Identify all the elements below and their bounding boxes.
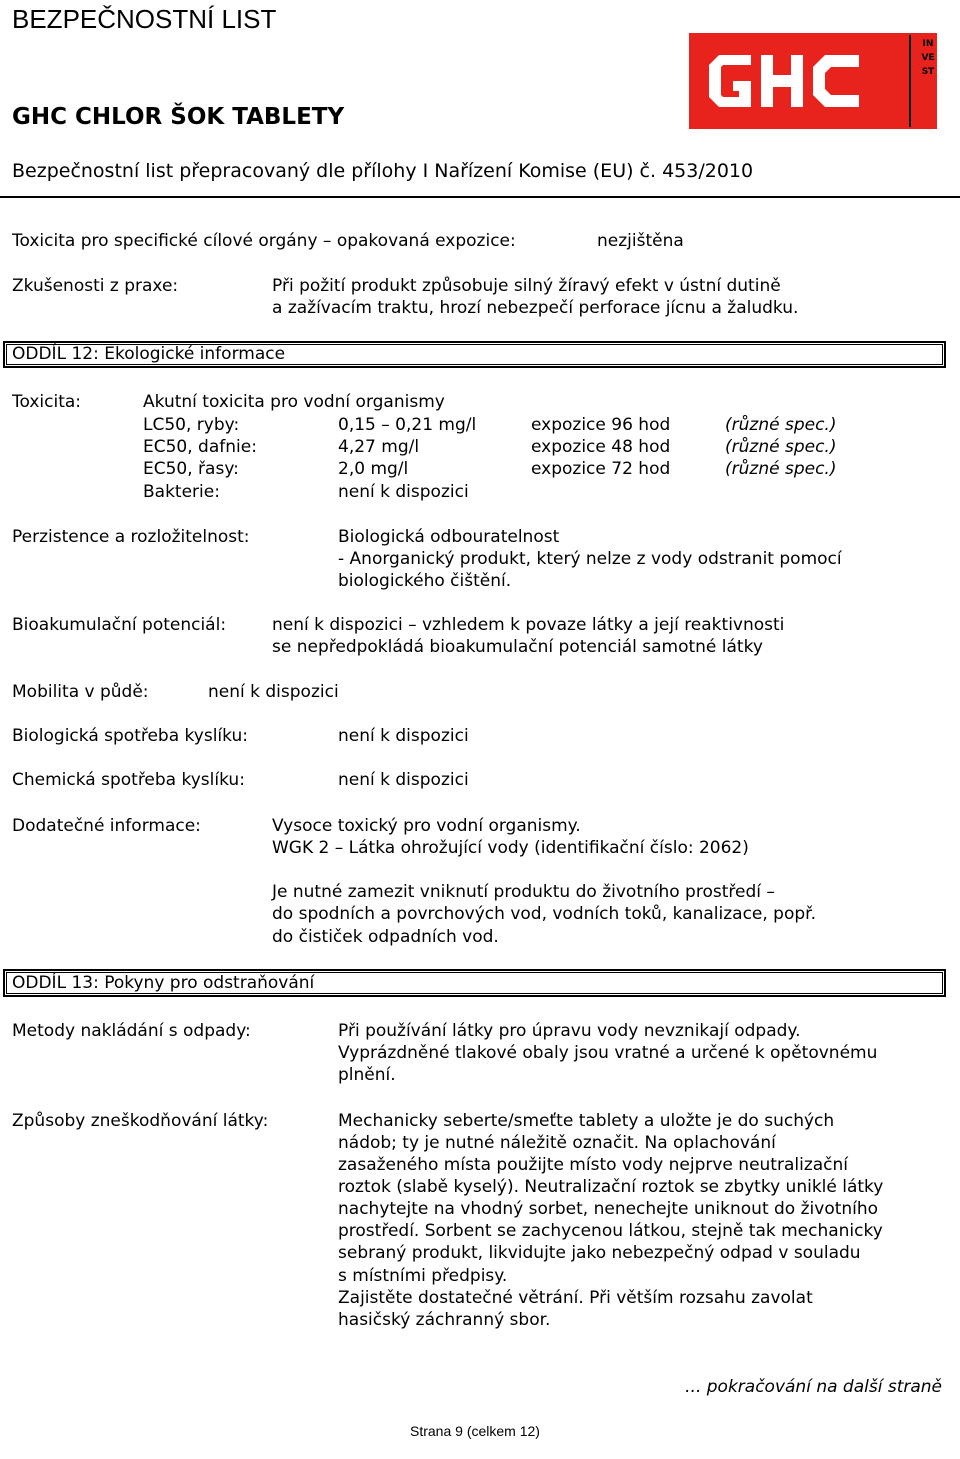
disposal-line: nachytejte na vhodný sorbet, nenechejte uniknout do životního [338, 1199, 879, 1219]
waste-methods-line: Při používání látky pro úpravu vody nevznikají odpady. [338, 1021, 801, 1041]
toxicity-row-value: 0,15 – 0,21 mg/l [338, 415, 477, 435]
toxicity-row-exposure: expozice 72 hod [531, 459, 671, 479]
toxicity-row-note: (různé spec.) [725, 437, 837, 457]
toxicity-row-name: EC50, dafnie: [143, 437, 257, 457]
additional-info-line-3: Je nutné zamezit vniknutí produktu do životního prostředí – [272, 882, 775, 902]
document-subtitle: Bezpečnostní list přepracovaný dle přílohy I Nařízení Komise (EU) č. 453/2010 [12, 160, 754, 182]
cod-label: Chemická spotřeba kyslíku: [12, 770, 245, 790]
persistence-line-1: Biologická odbouratelnost [338, 527, 560, 547]
continued-note: ... pokračování na další straně [685, 1377, 942, 1397]
toxicity-row-name: Bakterie: [143, 482, 220, 502]
additional-info-line-4: do spodních a povrchových vod, vodních toků, kanalizace, popř. [272, 904, 816, 924]
toxicity-row-note: (různé spec.) [725, 415, 837, 435]
bioaccumulation-line-1: není k dispozici – vzhledem k povaze látky a její reaktivnosti [272, 615, 785, 635]
stot-label: Toxicita pro specifické cílové orgány – opakovaná expozice: [12, 231, 516, 251]
disposal-label: Způsoby zneškodňování látky: [12, 1111, 269, 1131]
toxicity-row-note: (různé spec.) [725, 459, 837, 479]
disposal-line: roztok (slabě kyselý). Neutralizační roztok se zbytky uniklé látky [338, 1177, 884, 1197]
bod-value: není k dispozici [338, 726, 469, 746]
disposal-line: hasičský záchranný sbor. [338, 1310, 551, 1330]
company-logo [689, 33, 937, 129]
additional-info-line-5: do čističek odpadních vod. [272, 927, 499, 947]
ghc-logo-graphic [689, 33, 937, 129]
additional-info-label: Dodatečné informace: [12, 816, 201, 836]
toxicity-row-name: EC50, řasy: [143, 459, 239, 479]
section-13-title: ODDÍL 13: Pokyny pro odstraňování [12, 973, 315, 993]
additional-info-line-1: Vysoce toxický pro vodní organismy. [272, 816, 581, 836]
persistence-line-2: - Anorganický produkt, který nelze z vody odstranit pomocí [338, 549, 842, 569]
toxicity-intro: Akutní toxicita pro vodní organismy [143, 392, 445, 412]
page-number: Strana 9 (celkem 12) [410, 1423, 540, 1439]
toxicity-label: Toxicita: [12, 392, 82, 412]
additional-info-line-2: WGK 2 – Látka ohrožující vody (identifikační číslo: 2062) [272, 838, 749, 858]
mobility-label: Mobilita v půdě: [12, 682, 149, 702]
disposal-line: Mechanicky seberte/smeťte tablety a uložte je do suchých [338, 1111, 835, 1131]
experience-line-2: a zažívacím traktu, hrozí nebezpečí perforace jícnu a žaludku. [272, 298, 799, 318]
cod-value: není k dispozici [338, 770, 469, 790]
waste-methods-line: plnění. [338, 1065, 396, 1085]
bod-label: Biologická spotřeba kyslíku: [12, 726, 248, 746]
disposal-line: sebraný produkt, likvidujte jako nebezpečný odpad v souladu [338, 1243, 861, 1263]
product-name: GHC CHLOR ŠOK TABLETY [12, 104, 345, 130]
disposal-line: Zajistěte dostatečné větrání. Při větším rozsahu zavolat [338, 1288, 813, 1308]
disposal-line: zasaženého místa použijte místo vody nejprve neutralizační [338, 1155, 848, 1175]
toxicity-row-exposure: expozice 96 hod [531, 415, 671, 435]
mobility-value: není k dispozici [208, 682, 339, 702]
waste-methods-label: Metody nakládání s odpady: [12, 1021, 251, 1041]
disposal-line: prostředí. Sorbent se zachycenou látkou, stejně tak mechanicky [338, 1221, 883, 1241]
stot-value: nezjištěna [597, 231, 684, 251]
persistence-label: Perzistence a rozložitelnost: [12, 527, 250, 547]
bioaccumulation-label: Bioakumulační potenciál: [12, 615, 227, 635]
section-12-title: ODDÍL 12: Ekologické informace [12, 344, 286, 364]
toxicity-row-value: 2,0 mg/l [338, 459, 409, 479]
bioaccumulation-line-2: se nepředpokládá bioakumulační potenciál samotné látky [272, 637, 763, 657]
waste-methods-line: Vyprázdněné tlakové obaly jsou vratné a určené k opětovnému [338, 1043, 878, 1063]
toxicity-row-name: LC50, ryby: [143, 415, 240, 435]
experience-line-1: Při požití produkt způsobuje silný žíravý efekt v ústní dutině [272, 276, 781, 296]
toxicity-row-exposure: expozice 48 hod [531, 437, 671, 457]
document-title: BEZPEČNOSTNÍ LIST [12, 4, 277, 34]
disposal-line: s místními předpisy. [338, 1266, 508, 1286]
toxicity-row-value: není k dispozici [338, 482, 469, 502]
disposal-line: nádob; ty je nutné náležitě označit. Na oplachování [338, 1133, 776, 1153]
logo-side-text: INVEST [921, 39, 935, 77]
persistence-line-3: biologického čištění. [338, 571, 512, 591]
toxicity-row-value: 4,27 mg/l [338, 437, 420, 457]
experience-label: Zkušenosti z praxe: [12, 276, 179, 296]
header-divider [0, 196, 960, 198]
